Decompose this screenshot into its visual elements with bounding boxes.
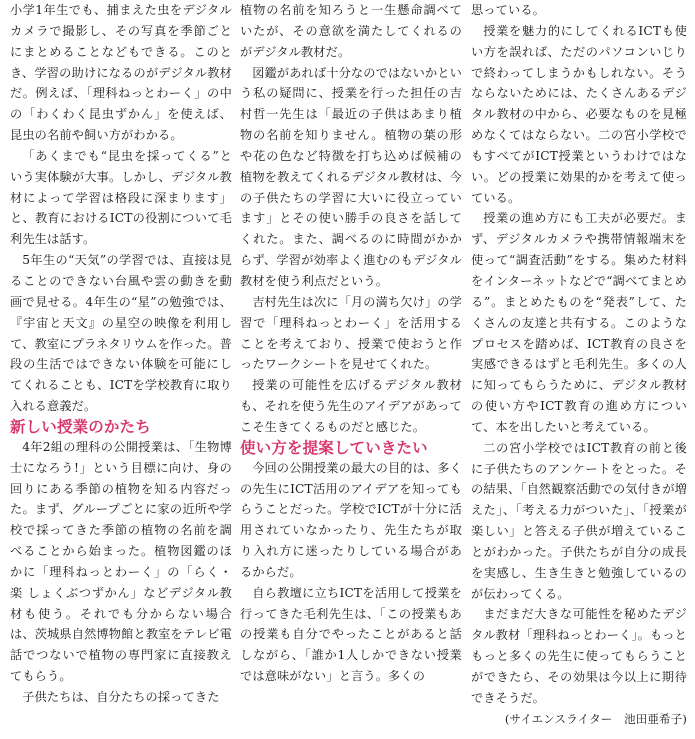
section-heading: 使い方を提案していきたい (240, 438, 428, 457)
paragraph: 4年2組の理科の公開授業は、「生物博士になろう!」という目標に向け、身の回りにある季節の植物を知る内容だった。まず、グループごとに家の近所や学校で採ってきた季節の植物の名前を調べることから始まった。植物図鑑のほかに「理科ねっとわーく」の「らく・楽 しょくぶつずかん」などデジタル教材も使う。それでも分からない場合は、茨城県自然博物館と教室をテレビ電話でつないで植物の専門家に直接教えてもらう。 (10, 439, 232, 684)
paragraph: 小学1年生でも、捕まえた虫をデジタルカメラで撮影し、その写真を季節ごとにまとめることなどもできる。このとき、学習の助けになるのがデジタル教材だ。例えば、「理科ねっとわーく」の中の「わくわく昆虫ずかん」を使えば、昆虫の名前や飼い方がわかる。 (10, 3, 232, 143)
paragraph: 植物の名前を知ろうと一生懸命調べていたが、その意欲を満たしてくれるのがデジタル教材だ。 (240, 3, 462, 59)
paragraph: 5年生の“天気”の学習では、直接は見ることのできない台風や雲の動きを動画で見せる。4年生の“星”の勉強では、『宇宙と天文』の星空の映像を利用して、教室にプラネタリウムを作った。普段の生活ではできない体験を可能にしてくれることも、ICTを学校教育に取り入れる意義だ。 (10, 253, 232, 414)
paragraph: 授業の可能性を広げるデジタル教材も、それを使う先生のアイデアがあってこそ生きてくるものだと感じた。 (240, 378, 462, 434)
section-heading: 新しい授業のかたち (10, 417, 151, 436)
paragraph: 二の宮小学校ではICT教育の前と後に子供たちのアンケートをとった。その結果、「自然観察活動での気付きが増えた」、「考える力がついた」、「授業が楽しい」と答える子供が増えていることがわかった。子供たちが自分の成長を実感し、生き生きと勉強しているのが伝わってくる。 (471, 440, 687, 601)
paragraph: 授業を魅力的にしてくれるICTも使い方を誤れば、ただのパソコンいじりで終わってしまうかもしれない。そうならないためには、たくさんあるデジタル教材の中から、必要なものを見極めなくてはならない。二の宮小学校でもすべてがICT授業というわけではない。どの授業に効果的かを考えて使っている。 (471, 23, 687, 205)
paragraph: 「あくまでも“昆虫を採ってくる”という実体験が大事。しかし、デジタル教材によって学習は格段に深まります」と、教育におけるICTの役割について毛利先生は話す。 (10, 148, 232, 247)
paragraph: 吉村先生は次に「月の満ち欠け」の学習で「理科ねっとわーく」を活用することを考えており、授業で使おうと作ったワークシートを見せてくれた。 (240, 294, 462, 372)
paragraph: まだまだ大きな可能性を秘めたデジタル教材「理科ねっとわーく」。もっともっと多くの先生に使ってもらうことができたら、その効果は今以上に期待できそうだ。 (471, 607, 687, 705)
article-column-2 (240, 0, 462, 687)
author-credit: (サイエンスライター 池田亜希子) (504, 711, 687, 726)
paragraph: 今回の公開授業の最大の目的は、多くの先生にICT活用のアイデアを知ってもらうことだった。学校でICTが十分に活用されていなかったり、先生たちが取り入れ方に迷ったりしている場合があるからだ。 (240, 460, 462, 579)
paragraph: 自ら教壇に立ちICTを活用して授業を行ってきた毛利先生は、「この授業もあの授業も自分でやったことがあると話しながら、「誰か1人しかできない授業では意味がない」と言う。多くの (240, 585, 462, 684)
paragraph: 授業の進め方にも工夫が必要だ。まず、デジタルカメラや携帯情報端末を使って“調査活動”をする。集めた材料をインターネットなどで“調べてまとめる”。まとめたものを“発表”して、たくさんの友達と共有する。このようなプロセスを踏めば、ICT教育の良さを実感できるはずと毛利先生。多くの人に知ってもらうために、デジタル教材の使い方やICT教育の進め方について、本を出したいと考えている。 (471, 211, 687, 434)
article-column-3 (471, 0, 687, 730)
article-column-1 (10, 0, 232, 708)
paragraph: 思っている。 (471, 3, 546, 17)
paragraph: 子供たちは、自分たちの採ってきた (22, 690, 220, 704)
paragraph: 図鑑があれば十分なのではないかという私の疑問に、授業を行った担任の吉村哲一先生は「最近の子供はあまり植物の名前を知りません。植物の葉の形や花の色など特徴を打ち込めば候補の植物を教えてくれるデジタル教材は、今の子供たちの学習に大いに役立っています」とその使い勝手の良さを話してくれた。また、調べるのに時間がかからず、学習が効率よく進むのもデジタル教材を使う利点だという。 (240, 65, 462, 288)
